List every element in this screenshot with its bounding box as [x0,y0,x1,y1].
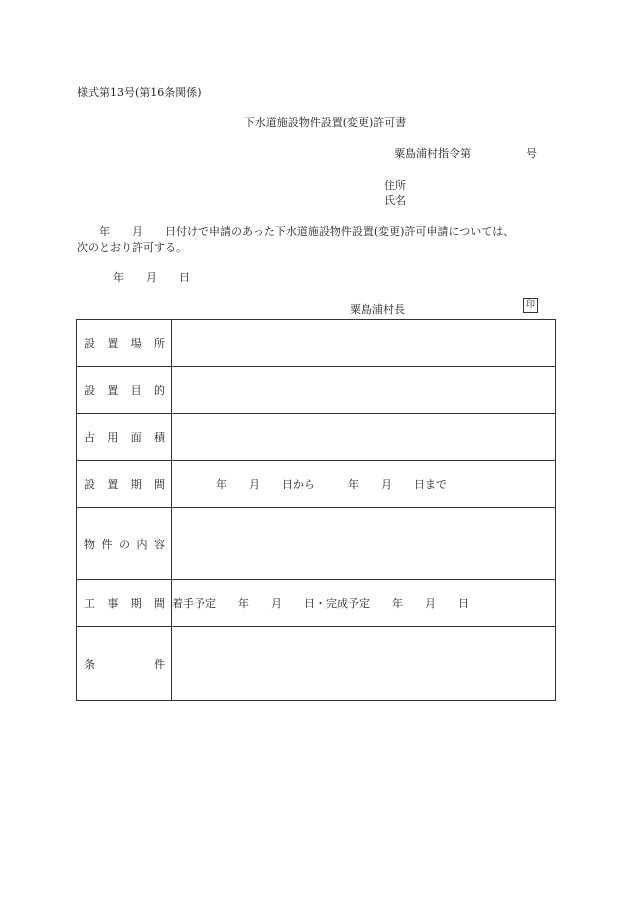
label-char: 置 [107,384,119,397]
label-char: の [119,537,130,551]
row-label [77,382,171,398]
label-char: 事 [107,597,119,610]
name-label: 氏名 [384,194,406,207]
label-char: 条 [84,657,95,671]
mayor-signature: 粟島浦村長 [350,303,405,316]
label-cell [77,414,172,461]
label-cell [77,367,172,414]
body-text-line2: 次のとおり許可する。 [77,241,187,254]
label-cell [77,580,172,627]
value-cell[interactable]: 年 月 日から 年 月 日まで [172,461,556,508]
row-label [77,536,171,552]
label-char: 面 [130,431,142,444]
label-char: 件 [101,537,113,551]
details-table [76,319,556,701]
table-row [77,320,556,367]
value-cell[interactable] [172,627,556,701]
label-char: 期 [130,478,142,491]
label-cell [77,508,172,580]
label-char: 工 [84,597,95,610]
row-label [77,656,171,672]
label-char: 置 [107,337,119,350]
row-label [77,429,171,445]
label-char: 容 [154,537,165,551]
label-char: 置 [107,478,119,491]
table-row [77,461,556,508]
label-char: 的 [153,384,165,397]
value-cell[interactable] [172,414,556,461]
value-cell[interactable] [172,508,556,580]
row-label [77,595,171,611]
permit-number: 粟島浦村指令第 号 [394,147,537,160]
label-cell [77,461,172,508]
document-title: 下水道施設物件設置(変更)許可書 [243,116,407,129]
label-char: 所 [153,337,165,350]
value-cell[interactable] [172,320,556,367]
label-char: 占 [84,431,95,444]
table-row [77,580,556,627]
label-char: 設 [84,478,95,491]
value-cell[interactable] [172,367,556,414]
label-char: 設 [84,337,95,350]
label-char: 内 [136,537,148,551]
form-number: 様式第13号(第16条関係) [77,86,202,99]
address-label: 住所 [384,179,406,192]
label-char: 物 [84,537,95,551]
label-cell [77,320,172,367]
row-label [77,476,171,492]
label-char: 間 [153,478,165,491]
label-char: 積 [153,431,165,444]
label-char: 件 [154,657,165,671]
label-char: 間 [153,597,165,610]
label-char: 設 [84,384,95,397]
value-cell[interactable]: 着手予定 年 月 日・完成予定 年 月 日 [172,580,556,627]
body-text-line1: 年 月 日付けで申請のあった下水道施設物件設置(変更)許可申請については、 [77,225,515,238]
seal-mark: 印 [523,298,538,313]
table-row [77,367,556,414]
table-row [77,508,556,580]
row-label [77,335,171,351]
table-row [77,627,556,701]
label-char: 期 [130,597,142,610]
table-row [77,414,556,461]
issue-date: 年 月 日 [113,271,190,284]
label-char: 目 [130,384,142,397]
label-char: 場 [130,337,142,350]
label-char: 用 [107,431,119,444]
label-cell [77,627,172,701]
